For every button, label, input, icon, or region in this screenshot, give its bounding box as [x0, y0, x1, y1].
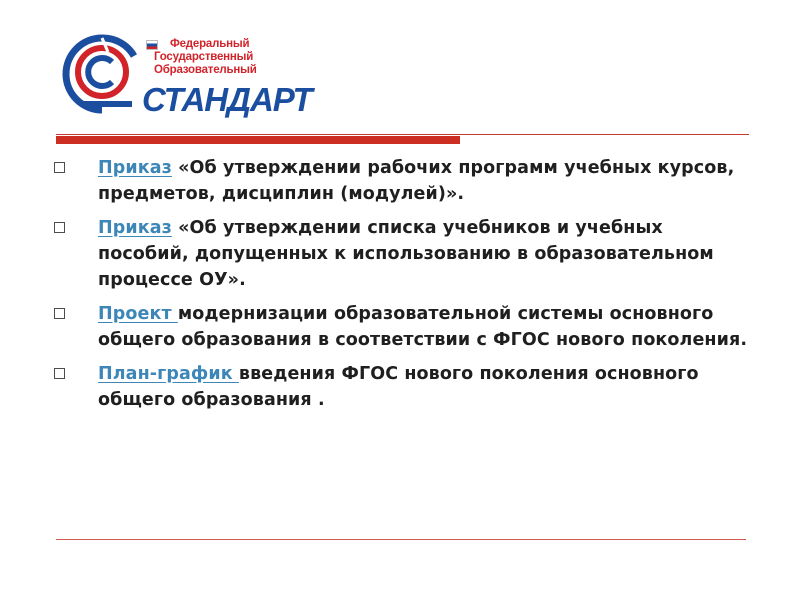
document-list [54, 155, 754, 421]
list-item-description: введения ФГОС нового поколения основного общего образования . [98, 364, 699, 410]
document-link[interactable]: Приказ [98, 218, 172, 238]
fgos-c-emblem-icon [62, 34, 142, 114]
list-item [54, 215, 754, 293]
list-item-description: «Об утверждении рабочих программ учебных курсов, предметов, дисциплин (модулей)». [98, 158, 735, 204]
hollow-square-bullet-icon [54, 162, 65, 173]
logo-caption-line: Образовательный [154, 64, 257, 76]
list-item [54, 361, 754, 413]
list-item-text [98, 301, 754, 353]
list-item-text [98, 361, 754, 413]
logo-wordmark: СТАНДАРТ [142, 81, 312, 118]
list-item-description: «Об утверждении списка учебников и учебных пособий, допущенных к использованию в образовательном процессе ОУ». [98, 218, 714, 290]
list-item [54, 155, 754, 207]
hollow-square-bullet-icon [54, 222, 65, 233]
logo-caption-line: Федеральный [170, 38, 250, 50]
document-link[interactable]: План-график [98, 364, 239, 384]
document-link[interactable]: Приказ [98, 158, 172, 178]
list-item-text [98, 155, 754, 207]
list-item-description: модернизации образовательной системы основного общего образования в соответствии с ФГОС нового поколения. [98, 304, 748, 350]
hollow-square-bullet-icon [54, 308, 65, 319]
top-divider-accent [56, 136, 460, 144]
document-link[interactable]: Проект [98, 304, 178, 324]
hollow-square-bullet-icon [54, 368, 65, 379]
list-item [54, 301, 754, 353]
fgos-logo [62, 32, 312, 122]
list-item-text [98, 215, 754, 293]
bottom-divider [56, 539, 746, 540]
logo-caption [154, 38, 257, 77]
top-divider [56, 134, 749, 135]
logo-caption-line: Государственный [154, 51, 254, 63]
